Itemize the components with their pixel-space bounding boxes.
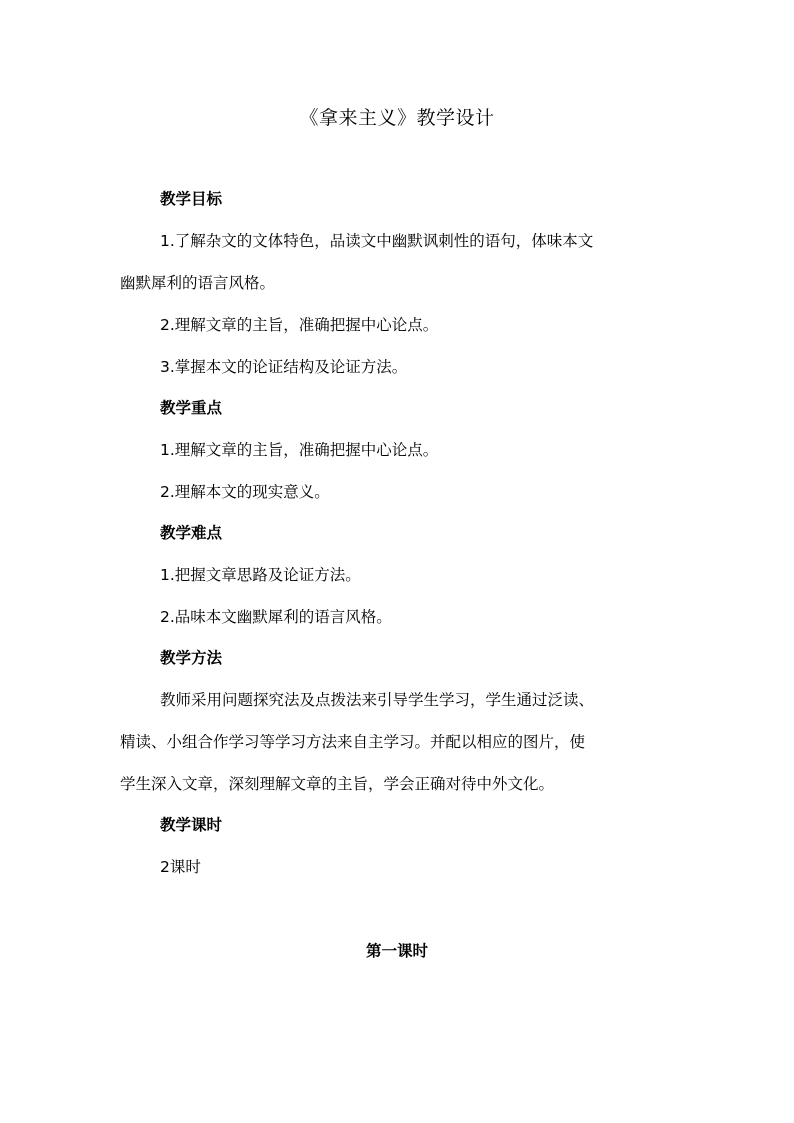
hours-value: 2课时 xyxy=(160,858,201,876)
goal-2: 2.理解文章的主旨，准确把握中心论点。 xyxy=(160,316,439,334)
first-lesson-heading: 第一课时 xyxy=(365,942,428,960)
key-point-1: 1.理解文章的主旨，准确把握中心论点。 xyxy=(160,441,439,459)
section-heading-goals: 教学目标 xyxy=(160,190,223,208)
goal-1-line-1: 1.了解杂文的文体特色，品读文中幽默讽刺性的语句，体味本文 xyxy=(160,232,594,250)
section-heading-key-points: 教学重点 xyxy=(160,399,223,417)
methods-line-2: 精读、小组合作学习等学习方法来自主学习。并配以相应的图片，使 xyxy=(120,733,586,751)
section-heading-methods: 教学方法 xyxy=(160,649,223,667)
section-heading-difficulties: 教学难点 xyxy=(160,524,223,542)
key-point-2: 2.理解本文的现实意义。 xyxy=(160,483,330,501)
goal-3: 3.掌握本文的论证结构及论证方法。 xyxy=(160,358,408,376)
methods-line-1: 教师采用问题探究法及点拨法来引导学生学习，学生通过泛读、 xyxy=(160,691,595,709)
document-title: 《拿来主义》教学设计 xyxy=(299,107,495,129)
section-heading-hours: 教学课时 xyxy=(160,816,223,834)
difficulty-1: 1.把握文章思路及论证方法。 xyxy=(160,566,361,584)
methods-line-3: 学生深入文章，深刻理解文章的主旨，学会正确对待中外文化。 xyxy=(120,775,555,793)
difficulty-2: 2.品味本文幽默犀利的语言风格。 xyxy=(160,608,392,626)
goal-1-line-2: 幽默犀利的语言风格。 xyxy=(120,274,276,292)
